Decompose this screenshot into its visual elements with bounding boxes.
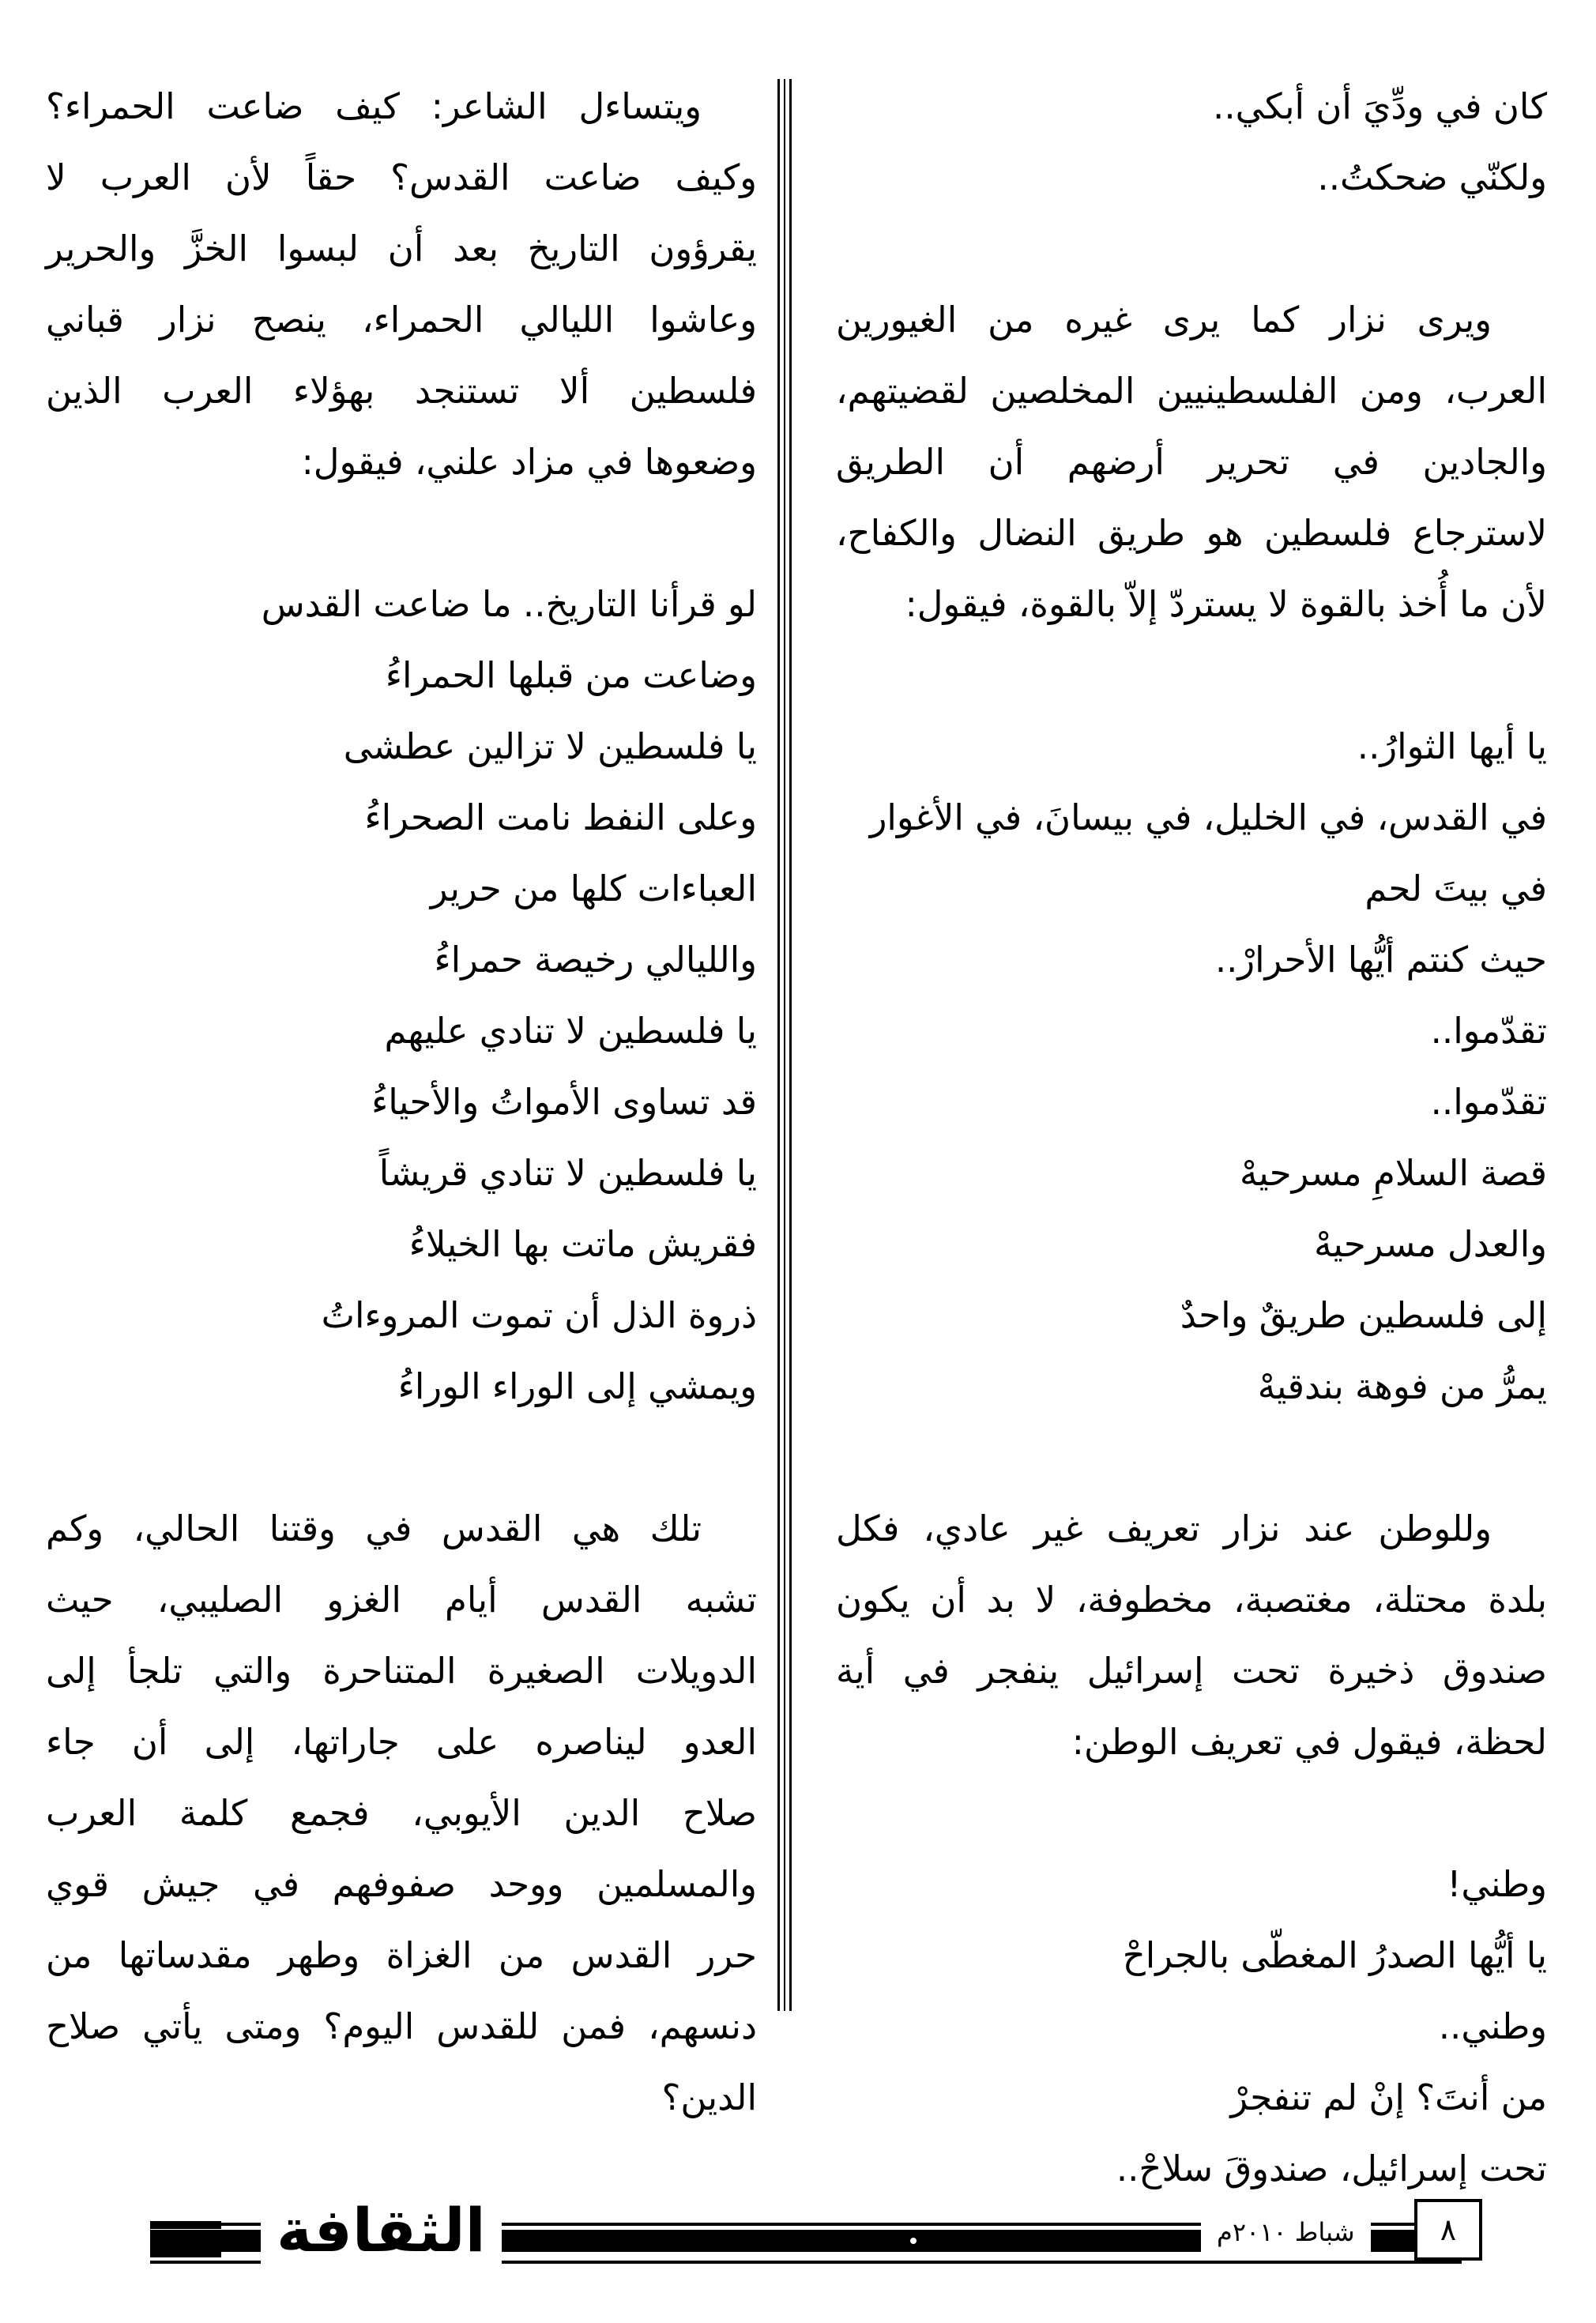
left-column (46, 71, 757, 2133)
paragraph-line: الدين؟ (661, 2076, 757, 2118)
footer-stripes (150, 2221, 221, 2264)
poem-line: يا أيُّها الصدرُ المغطّى بالجراحْ (1122, 1934, 1547, 1976)
poem-line: وطني! (1447, 1863, 1547, 1905)
poem-line: في بيتَ لحم (1365, 868, 1547, 909)
poem-line: في القدس، في الخليل، في بيسانَ، في الأغوار (869, 796, 1547, 838)
paragraph-line: يقرؤون التاريخ بعد أن لبسوا الخزَّ والحرير (46, 228, 757, 269)
poem-line: يا فلسطين لا تنادي عليهم (384, 1010, 757, 1052)
poem-line: يمرُّ من فوهة بندقيهْ (1257, 1365, 1547, 1407)
issue-date: شباط ٢٠١٠م (1201, 2204, 1371, 2261)
paragraph-line: حرر القدس من الغزاة وطهر مقدساتها من (46, 1934, 757, 1976)
paragraph-line: العدو ليناصره على جاراتها، إلى أن جاء (46, 1721, 757, 1763)
paragraph-line: تشبه القدس أيام الغزو الصليبي، حيث (46, 1579, 757, 1621)
paragraph-line: ويرى نزار كما يرى غيره من الغيورين (836, 299, 1492, 341)
paragraph-line: دنسهم، فمن للقدس اليوم؟ ومتى يأتي صلاح (46, 2005, 757, 2047)
poem-line: يا فلسطين لا تنادي قريشاً (378, 1152, 757, 1194)
poem-line: إلى فلسطين طريقٌ واحدٌ (1180, 1294, 1547, 1336)
poem-line: تقدّموا.. (1430, 1081, 1547, 1123)
poem-line: من أنتَ؟ إنْ لم تنفجرْ (1230, 2076, 1547, 2118)
paragraph-line: والجادين في تحرير أرضهم أن الطريق (836, 441, 1547, 483)
poem-line: والعدل مسرحيهْ (1314, 1223, 1547, 1265)
page-footer (150, 2193, 1462, 2272)
footer-dot (910, 2238, 917, 2244)
poem-line: يا فلسطين لا تزالين عطشى (343, 725, 757, 767)
poem-line: وعلى النفط نامت الصحراءُ (364, 796, 757, 838)
paragraph-line: وكيف ضاعت القدس؟ حقاً لأن العرب لا (46, 156, 757, 198)
paragraph-line: الدويلات الصغيرة المتناحرة والتي تلجأ إلى (46, 1650, 757, 1692)
poem-line: ذروة الذل أن تموت المروءاتُ (321, 1294, 757, 1336)
poem-line: ولكنّي ضحكتُ.. (1317, 156, 1547, 198)
magazine-logo: الثقافة (261, 2193, 502, 2268)
paragraph-line: فلسطين ألا تستنجد بهؤلاء العرب الذين (46, 370, 757, 412)
poem-line: قد تساوى الأمواتُ والأحياءُ (371, 1081, 757, 1123)
poem-line: يا أيها الثوارُ.. (1357, 725, 1547, 767)
paragraph-line: صندوق ذخيرة تحت إسرائيل ينفجر في أية (836, 1650, 1547, 1692)
paragraph-line: ويتساءل الشاعر: كيف ضاعت الحمراء؟ (46, 85, 702, 127)
poem-line: وضاعت من قبلها الحمراءُ (385, 654, 757, 696)
paragraph-line: العرب، ومن الفلسطينيين المخلصين لقضيتهم، (836, 370, 1547, 412)
poem-line: ويمشي إلى الوراء الوراءُ (397, 1365, 757, 1407)
paragraph-line: وللوطن عند نزار تعريف غير عادي، فكل (836, 1508, 1492, 1549)
paragraph-line: لأن ما أُخذ بالقوة لا يستردّ إلاّ بالقوة، فيقول: (905, 583, 1547, 625)
paragraph-line: والمسلمين ووحد صفوفهم في جيش قوي (46, 1863, 757, 1905)
poem-line: قصة السلامِ مسرحيهْ (1240, 1152, 1547, 1194)
poem-line: العباءات كلها من حرير (430, 868, 757, 909)
poem-line: تقدّموا.. (1430, 1010, 1547, 1052)
paragraph-line: وعاشوا الليالي الحمراء، ينصح نزار قباني (46, 299, 757, 341)
column-divider (777, 79, 792, 2011)
poem-line: كان في ودِّيَ أن أبكي.. (1213, 85, 1547, 127)
paragraph-line: وضعوها في مزاد علني، فيقول: (301, 441, 757, 483)
page-number: ٨ (1414, 2199, 1482, 2261)
poem-line: حيث كنتم أيُّها الأحرارْ.. (1214, 939, 1547, 981)
paragraph-line: بلدة محتلة، مغتصبة، مخطوفة، لا بد أن يكون (836, 1579, 1547, 1621)
paragraph-line: صلاح الدين الأيوبي، فجمع كلمة العرب (46, 1792, 757, 1834)
paragraph-line: لاسترجاع فلسطين هو طريق النضال والكفاح، (836, 512, 1547, 554)
paragraph-line: تلك هي القدس في وقتنا الحالي، وكم (46, 1508, 702, 1549)
poem-line: وطني.. (1438, 2005, 1547, 2047)
poem-line: تحت إسرائيل، صندوقَ سلاحْ.. (1116, 2148, 1547, 2189)
poem-line: لو قرأنا التاريخ.. ما ضاعت القدس (261, 583, 757, 625)
poem-line: والليالي رخيصة حمراءُ (434, 939, 757, 981)
paragraph-line: لحظة، فيقول في تعريف الوطن: (1071, 1721, 1547, 1763)
right-column (836, 71, 1547, 2204)
poem-line: فقريش ماتت بها الخيلاءُ (408, 1223, 757, 1265)
